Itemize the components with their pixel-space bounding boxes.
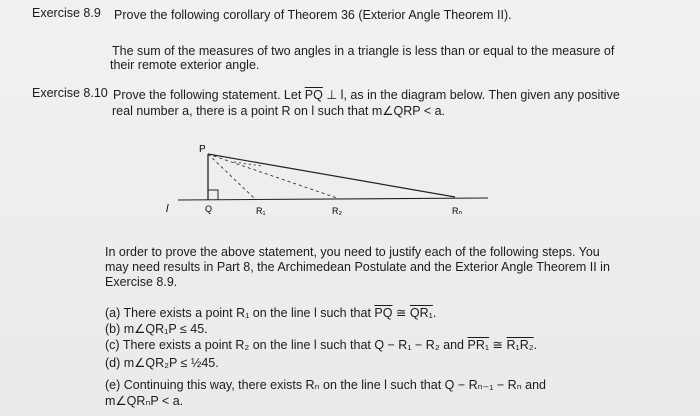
exercise-8-9-body-line2: their remote exterior angle.: [110, 58, 260, 72]
step-c-end: .: [533, 338, 538, 352]
exercise-8-10-line1-a: Prove the following statement. Let: [113, 88, 305, 102]
step-e-line1: (e) Continuing this way, there exists Rₙ on the line l such that Q − Rₙ₋₁ − Rₙ and: [105, 378, 547, 392]
exercise-8-9-body-line1: The sum of the measures of two angles in a triangle is less than or equal to the measure of: [112, 44, 615, 58]
intro-line3: Exercise 8.9.: [105, 275, 178, 289]
label-p: P: [199, 144, 206, 155]
step-a-cong: ≅: [392, 306, 410, 320]
label-r2: R₂: [332, 206, 342, 216]
step-a-text: (a) There exists a point R₁ on the line l such that: [105, 306, 375, 320]
right-angle-mark: [208, 190, 218, 200]
step-d: (d) m∠QR₂P ≤ ½45.: [105, 356, 219, 370]
step-a-segment-pq: $\overline{PQ}$: [374, 306, 393, 320]
step-e-line2: m∠QRₙP < a.: [105, 394, 184, 408]
segment-prn: [208, 154, 455, 197]
exercise-8-9-title: Prove the following corollary of Theorem 36 (Exterior Angle Theorem II).: [114, 8, 512, 22]
exercise-8-10-line1-b: ⊥ l, as in the diagram below. Then given any positive: [322, 88, 620, 102]
intro-line1: In order to prove the above statement, you need to justify each of the following steps. You: [105, 245, 600, 259]
exercise-8-10-line2: real number a, there is a point R on l such that m∠QRP < a.: [112, 104, 446, 118]
label-r1: R₁: [256, 206, 266, 216]
segment-pr2: [208, 154, 340, 199]
line-l: [178, 198, 488, 200]
step-b: (b) m∠QR₁P ≤ 45.: [105, 322, 208, 336]
step-a-end: .: [432, 306, 437, 320]
step-c-segment-r1r2: R₁R₂: [506, 338, 534, 352]
exercise-8-10-label: Exercise 8.10: [32, 86, 108, 100]
step-c: [105, 338, 537, 353]
step-a: [105, 306, 436, 321]
label-l: l: [166, 203, 169, 215]
exercise-8-9-label: Exercise 8.9: [32, 6, 101, 20]
step-c-text: (c) There exists a point R₂ on the line l such that Q − R₁ − R₂ and: [105, 338, 468, 352]
label-rn: Rₙ: [452, 206, 463, 216]
step-c-segment-pr1: PR₁: [467, 338, 490, 352]
step-a-segment-qr1: QR₁: [409, 306, 433, 320]
step-c-cong: ≅: [489, 338, 507, 352]
segment-pq: $\overline{PQ}$: [304, 88, 323, 102]
label-q: Q: [205, 204, 213, 214]
intro-line2: may need results in Part 8, the Archimedean Postulate and the Exterior Angle Theorem II in: [105, 260, 610, 274]
